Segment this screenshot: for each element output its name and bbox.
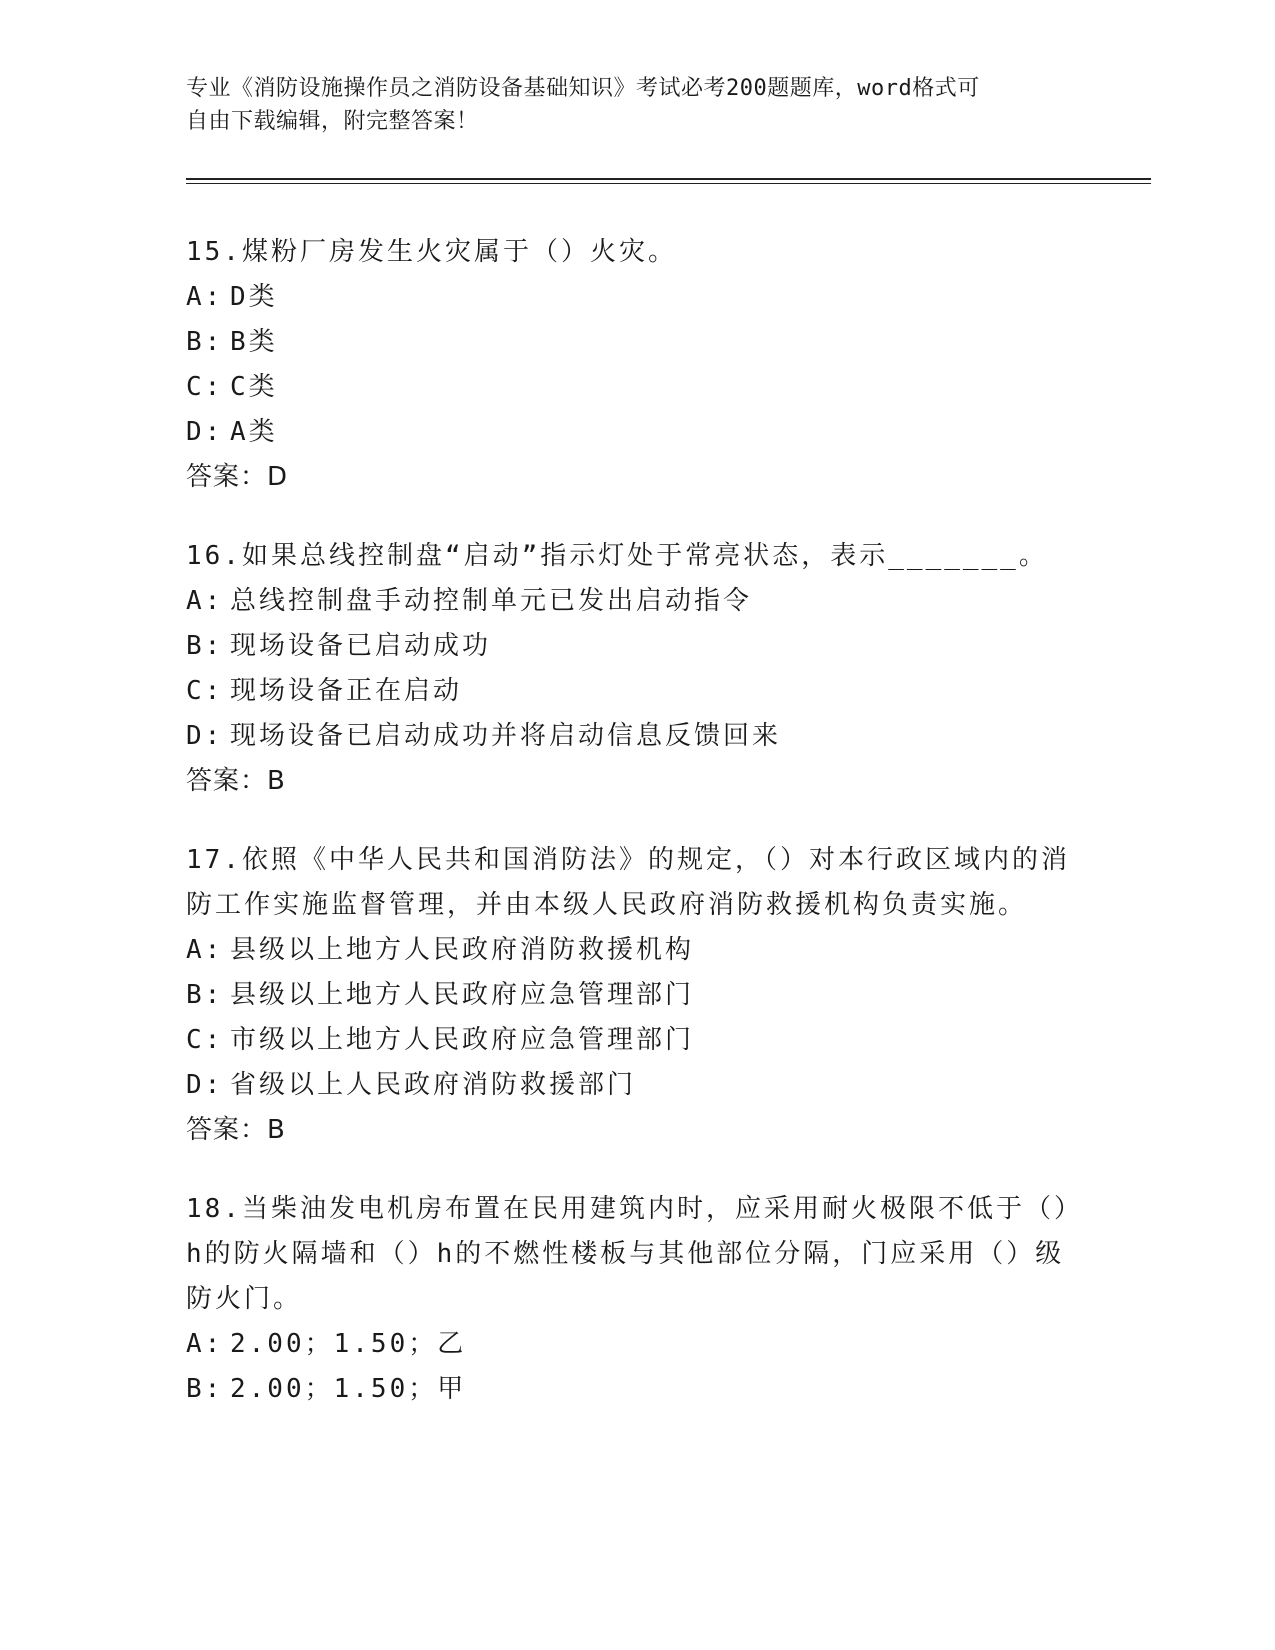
option-key: A:: [186, 1329, 224, 1359]
question-18: [186, 1187, 1086, 1412]
header-divider-thin: [186, 183, 1151, 184]
option-text: 现场设备已启动成功: [230, 631, 492, 661]
header-line-2: 自由下载编辑，附完整答案！: [186, 109, 479, 134]
option-d: [186, 714, 1086, 759]
option-a: [186, 928, 1086, 973]
option-d: [186, 1063, 1086, 1108]
option-b: [186, 624, 1086, 669]
question-stem: 15.煤粉厂房发生火灾属于（）火灾。: [186, 237, 677, 267]
option-text: 2.00；1.50；乙: [230, 1329, 467, 1359]
option-key: B:: [186, 1374, 224, 1404]
option-key: C:: [186, 1025, 224, 1055]
header-divider-thick: [186, 178, 1151, 180]
answer-line: 答案：B: [186, 1115, 286, 1145]
option-key: B:: [186, 631, 224, 661]
option-key: D:: [186, 721, 224, 751]
option-b: [186, 1367, 1086, 1412]
option-text: D类: [230, 282, 278, 312]
option-key: A:: [186, 586, 224, 616]
option-b: [186, 320, 1086, 365]
option-key: A:: [186, 282, 224, 312]
option-d: [186, 410, 1086, 455]
option-text: B类: [230, 327, 278, 357]
question-17: [186, 838, 1086, 1153]
option-key: D:: [186, 417, 224, 447]
option-key: B:: [186, 980, 224, 1010]
document-header: [186, 72, 1066, 138]
option-c: [186, 1018, 1086, 1063]
question-16: [186, 534, 1086, 804]
header-line-1: 专业《消防设施操作员之消防设备基础知识》考试必考200题题库，word格式可: [186, 76, 980, 101]
question-stem: 17.依照《中华人民共和国消防法》的规定，（）对本行政区域内的消防工作实施监督管理，并由本级人民政府消防救援机构负责实施。: [186, 845, 1070, 920]
option-a: [186, 579, 1086, 624]
option-c: [186, 365, 1086, 410]
option-key: C:: [186, 676, 224, 706]
question-list: [186, 230, 1086, 1446]
option-key: C:: [186, 372, 224, 402]
option-text: 现场设备正在启动: [230, 676, 463, 706]
option-key: D:: [186, 1070, 224, 1100]
answer-line: 答案：D: [186, 462, 289, 492]
question-stem: 18.当柴油发电机房布置在民用建筑内时，应采用耐火极限不低于（）h的防火隔墙和（）h的不燃性楼板与其他部位分隔，门应采用（）级防火门。: [186, 1194, 1083, 1314]
option-key: A:: [186, 935, 224, 965]
option-a: [186, 1322, 1086, 1367]
option-key: B:: [186, 327, 224, 357]
question-stem: 16.如果总线控制盘“启动”指示灯处于常亮状态，表示_______。: [186, 541, 1048, 571]
option-text: 总线控制盘手动控制单元已发出启动指令: [230, 586, 753, 616]
option-text: 现场设备已启动成功并将启动信息反馈回来: [230, 721, 782, 751]
option-text: 2.00；1.50；甲: [230, 1374, 467, 1404]
option-c: [186, 669, 1086, 714]
option-text: A类: [230, 417, 278, 447]
option-a: [186, 275, 1086, 320]
option-text: 市级以上地方人民政府应急管理部门: [230, 1025, 695, 1055]
question-15: [186, 230, 1086, 500]
option-text: C类: [230, 372, 278, 402]
option-text: 省级以上人民政府消防救援部门: [230, 1070, 637, 1100]
answer-line: 答案：B: [186, 766, 286, 796]
option-b: [186, 973, 1086, 1018]
option-text: 县级以上地方人民政府消防救援机构: [230, 935, 695, 965]
option-text: 县级以上地方人民政府应急管理部门: [230, 980, 695, 1010]
